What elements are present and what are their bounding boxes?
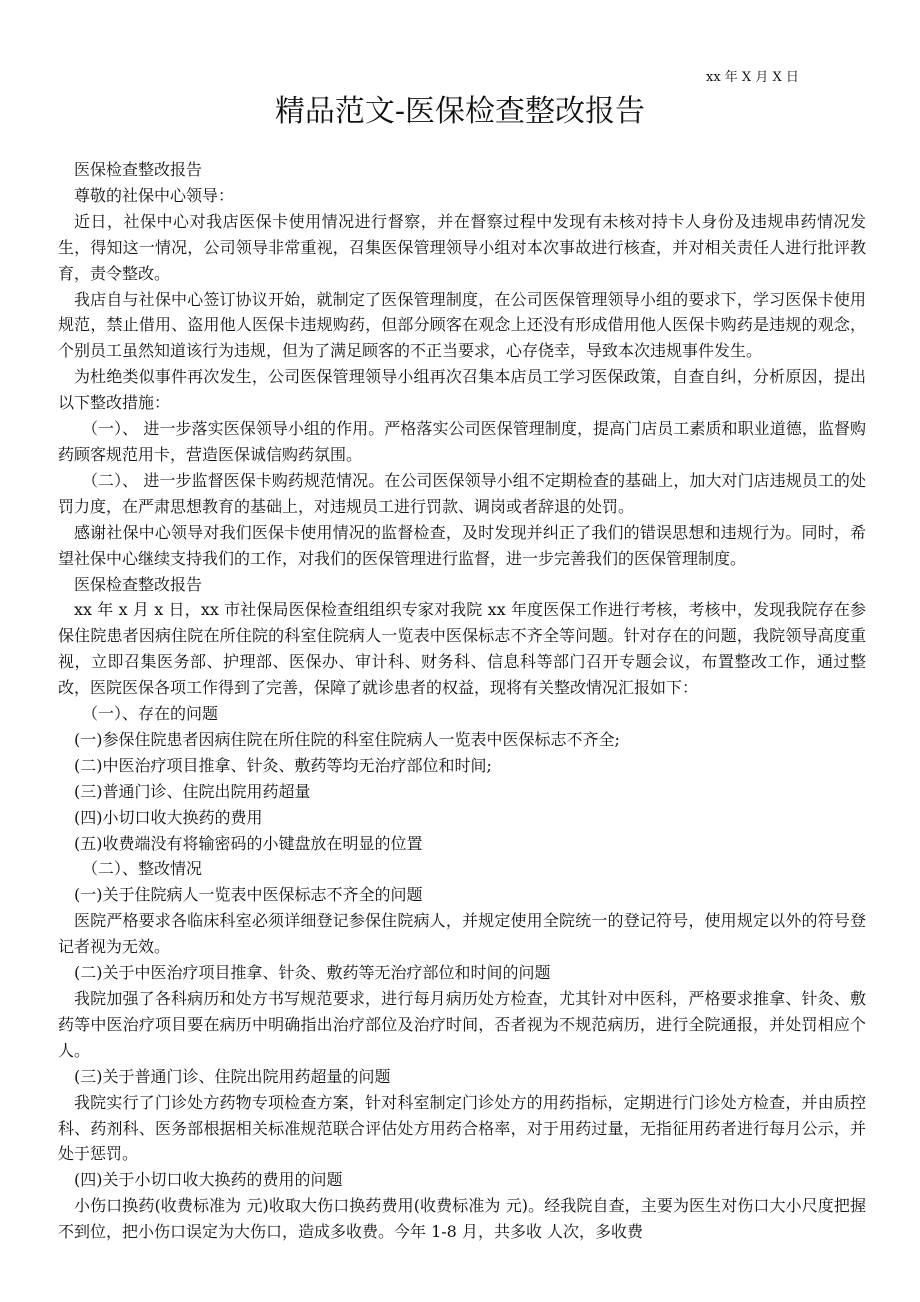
paragraph: 我院实行了门诊处方药物专项检查方案，针对科室制定门诊处方的用药指标，定期进行门诊处方检查，并由质控科、药剂科、医务部根据相关标准规范联合评估处方用药合格率，对于用药过量，无指征用药者进行每月公示，并处于惩罚。 (58, 1092, 866, 1164)
paragraph: (一)参保住院患者因病住院在所住院的科室住院病人一览表中医保标志不齐全; (74, 729, 620, 749)
paragraph: 尊敬的社保中心领导： (74, 185, 235, 205)
paragraph: (二)关于中医治疗项目推拿、针灸、敷药等无治疗部位和时间的问题 (74, 963, 551, 983)
paragraph: （一）、存在的问题 (82, 704, 219, 724)
paragraph: (四)小切口收大换药的费用 (74, 807, 263, 827)
paragraph: (二)中医治疗项目推拿、针灸、敷药等均无治疗部位和时间; (74, 755, 492, 775)
paragraph: xx 年 x 月 x 日，xx 市社保局医保检查组组织专家对我院 xx 年度医保工作进行考核，考核中，发现我院存在参保住院患者因病住院在所住院的科室住院病人一览表中医保标志不齐全等问题。针对存在的问题，我院领导高度重视，立即召集医务部、护理部、医保办、审计科、财务科、信息科等部门召开专题会议，布置整改工作，通过整改，医院医保各项工作得到了完善，保障了就诊患者的权益，现将有关整改情况汇报如下： (58, 600, 866, 698)
paragraph: 我店自与社保中心签订协议开始，就制定了医保管理制度，在公司医保管理领导小组的要求下，学习医保卡使用规范，禁止借用、盗用他人医保卡违规购药，但部分顾客在观念上还没有形成借用他人医保卡购药是违规的观念，个别员工虽然知道该行为违规，但为了满足顾客的不正当要求，心存侥幸，导致本次违规事件发生。 (58, 289, 866, 361)
paragraph: （二）、整改情况 (82, 859, 203, 879)
document-date: xx 年 X 月 X 日 (706, 70, 799, 85)
paragraph: 医保检查整改报告 (74, 574, 203, 594)
document-body (58, 157, 866, 1245)
paragraph: (三)关于普通门诊、住院出院用药超量的问题 (74, 1066, 391, 1086)
paragraph: （一）、 进一步落实医保领导小组的作用。严格落实公司医保管理制度，提高门店员工素质和职业道德，监督购药顾客规范用卡，营造医保诚信购药氛围。 (58, 419, 866, 464)
paragraph: (五)收费端没有将输密码的小键盘放在明显的位置 (74, 833, 423, 853)
document-title: 精品范文-医保检查整改报告 (274, 94, 646, 129)
paragraph: 近日，社保中心对我店医保卡使用情况进行督察，并在督察过程中发现有未核对持卡人身份及违规串药情况发生，得知这一情况，公司领导非常重视，召集医保管理领导小组对本次事故进行核查，并对相关责任人进行批评教育，责令整改。 (58, 211, 866, 283)
paragraph: 医院严格要求各临床科室必须详细登记参保住院病人，并规定使用全院统一的登记符号，使用规定以外的符号登记者视为无效。 (58, 911, 866, 957)
paragraph: (一)关于住院病人一览表中医保标志不齐全的问题 (74, 885, 423, 905)
paragraph: 我院加强了各科病历和处方书写规范要求，进行每月病历处方检查，尤其针对中医科，严格要求推拿、针灸、敷药等中医治疗项目要在病历中明确指出治疗部位及治疗时间，否者视为不规范病历，进行全院通报，并处罚相应个人。 (58, 989, 866, 1060)
paragraph: (三)普通门诊、住院出院用药超量 (74, 781, 311, 801)
paragraph: （二）、 进一步监督医保卡购药规范情况。在公司医保领导小组不定期检查的基础上，加大对门店违规员工的处罚力度，在严肃思想教育的基础上，对违规员工进行罚款、调岗或者辞退的处罚。 (58, 470, 866, 516)
paragraph: 医保检查整改报告 (74, 160, 203, 179)
paragraph: 感谢社保中心领导对我们医保卡使用情况的监督检查，及时发现并纠正了我们的错误思想和违规行为。同时，希望社保中心继续支持我们的工作，对我们的医保管理进行监督，进一步完善我们的医保管理制度。 (58, 522, 866, 568)
paragraph: (四)关于小切口收大换药的费用的问题 (74, 1170, 343, 1190)
paragraph: 为杜绝类似事件再次发生，公司医保管理领导小组再次召集本店员工学习医保政策，自查自纠，分析原因，提出以下整改措施： (58, 367, 866, 413)
paragraph: 小伤口换药(收费标准为 元)收取大伤口换药费用(收费标准为 元)。经我院自查，主要为医生对伤口大小尺度把握不到位，把小伤口误定为大伤口，造成多收费。今年 1-8 月，共多收 人次，多收费 (58, 1196, 866, 1242)
